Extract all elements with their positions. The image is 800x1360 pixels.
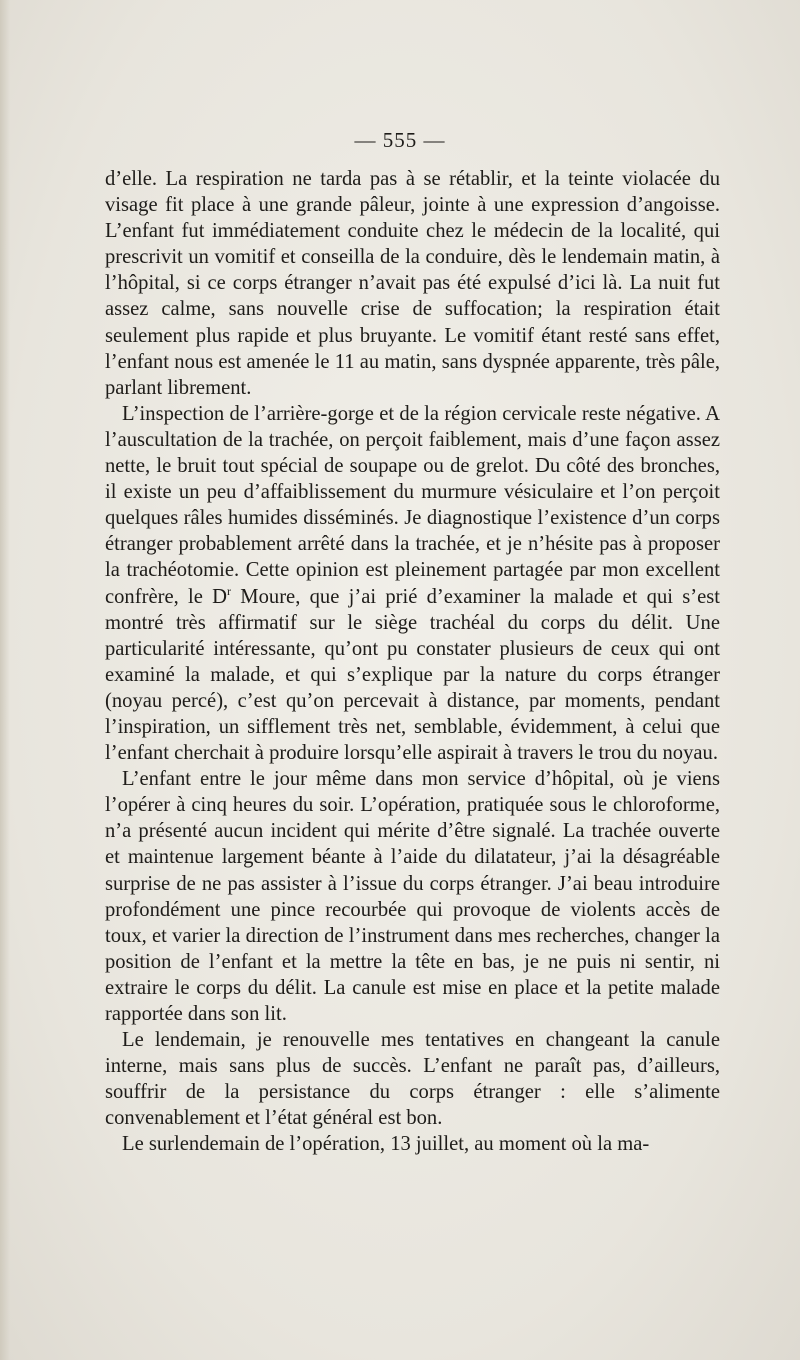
- paragraph-4: Le lendemain, je renouvelle mes tentatives en changeant la canule interne, mais sans plus de succès. L’enfant ne paraît pas, d’ailleurs, souffrir de la persistance du corps étranger : elle s’alimente convenablement et l’état général est bon.: [105, 1029, 720, 1130]
- paragraph-2: [105, 401, 720, 766]
- paragraph-3: L’enfant entre le jour même dans mon service d’hôpital, où je viens l’opérer à cinq heures du soir. L’opération, pratiquée sous le chloroforme, n’a présenté aucun incident qui mérite d’être signalé. La trachée ouverte et maintenue largement béante à l’aide du dilatateur, j’ai la désagréable surprise de ne pas assister à l’issue du corps étranger. J’ai beau introduire profondément une pince recourbée qui provoque de violents accès de toux, et varier la direction de l’instrument dans mes recherches, changer la position de l’enfant et la mettre la tête en bas, je ne puis ni sentir, ni extraire le corps du délit. La canule est mise en place et la petite malade rapportée dans son lit.: [105, 768, 720, 1025]
- paragraph-2-part-1: L’inspection de l’arrière-gorge et de la région cervicale reste négative. A l’auscultation de la trachée, on perçoit faiblement, mais d’une façon assez nette, le bruit tout spécial de soupape ou de grelot. Du côté des bronches, il existe un peu d’affaiblissement du murmure vésiculaire et l’on perçoit quelques râles humides disséminés. Je diagnostique l’existence d’un corps étranger probablement arrêté dans la trachée, et je n’hésite pas à proposer la trachéotomie. Cette opinion est pleinement partagée par mon excellent confrère, le D: [105, 402, 720, 608]
- page-edge-shadow: [0, 0, 10, 1360]
- body-text: [105, 166, 720, 1158]
- paragraph-2-part-2: Moure, que j’ai prié d’examiner la malade et qui s’est montré très affirmatif sur le siège trachéal du corps du délit. Une particularité intéressante, qu’ont pu constater plusieurs de ceux qui ont examiné la malade, et qui s’explique par la nature du corps étranger (noyau percé), c’est qu’on percevait à distance, par moments, pendant l’inspiration, un sifflement très net, semblable, évidemment, à celui que l’enfant cherchait à produire lorsqu’elle aspirait à travers le trou du noyau.: [105, 585, 720, 765]
- paragraph-5: Le surlendemain de l’opération, 13 juillet, au moment où la ma-: [122, 1133, 650, 1156]
- page-number: — 555 —: [354, 128, 446, 152]
- superscript-r: r: [227, 583, 232, 598]
- paragraph-1: d’elle. La respiration ne tarda pas à se rétablir, et la teinte violacée du visage fit place à une grande pâleur, jointe à une expression d’angoisse. L’enfant fut immédiatement conduite chez le médecin de la localité, qui prescrivit un vomitif et conseilla de la conduire, dès le lendemain matin, à l’hôpital, si ce corps étranger n’avait pas été expulsé d’ici là. La nuit fut assez calme, sans nouvelle crise de suffocation; la respiration était seulement plus rapide et plus bruyante. Le vomitif étant resté sans effet, l’enfant nous est amenée le 11 au matin, sans dyspnée apparente, très pâle, parlant librement.: [105, 168, 720, 399]
